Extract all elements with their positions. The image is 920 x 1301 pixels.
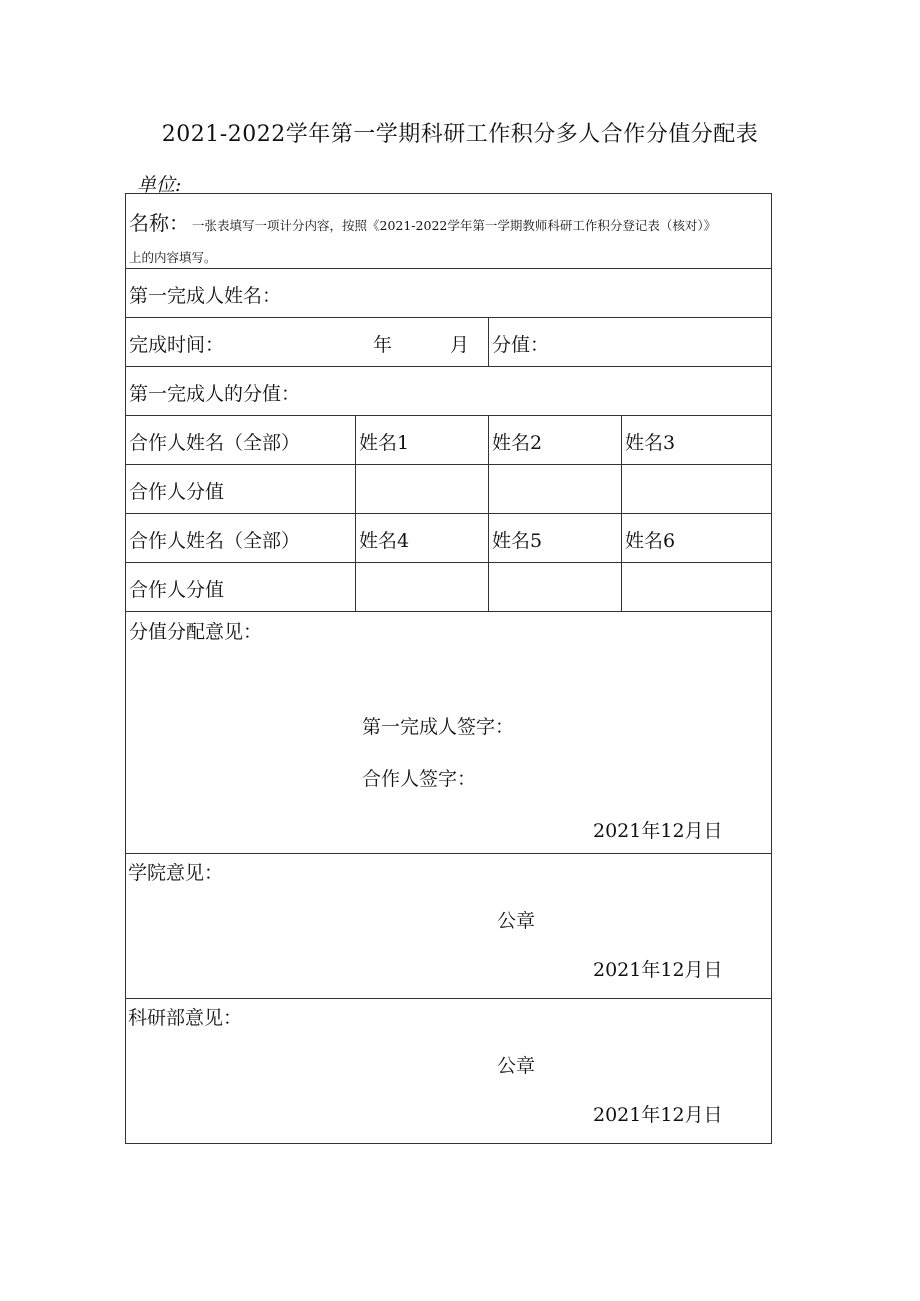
collaborator-score-cell bbox=[355, 563, 488, 611]
page-title: 2021-2022学年第一学期科研工作积分多人合作分值分配表 bbox=[161, 122, 759, 147]
collaborator-name-cell: 姓名4 bbox=[359, 530, 410, 552]
college-seal-label: 公章 bbox=[497, 910, 536, 932]
collaborator-scores-label: 合作人分值 bbox=[129, 579, 225, 601]
collaborator-score-cell bbox=[621, 563, 773, 611]
completion-time-label: 完成时间： bbox=[129, 334, 225, 356]
collaborator-names-label: 合作人姓名（全部） bbox=[129, 432, 301, 454]
research-dept-opinion-label: 科研部意见： bbox=[128, 1007, 243, 1029]
collaborator-score-cell bbox=[488, 465, 621, 513]
collaborator-name-cell: 姓名3 bbox=[625, 432, 676, 454]
allocation-opinion-section bbox=[126, 612, 771, 854]
collaborator-name-cell: 姓名5 bbox=[492, 530, 543, 552]
score-label: 分值： bbox=[492, 334, 550, 356]
project-name-row bbox=[126, 194, 771, 269]
collaborator-name-cell: 姓名6 bbox=[625, 530, 676, 552]
project-name-label: 名称： bbox=[129, 211, 189, 235]
collaborator-names-row bbox=[126, 416, 771, 465]
completion-time-row bbox=[126, 318, 771, 367]
allocation-date: 2021年12月日 bbox=[593, 820, 723, 842]
first-author-name-row bbox=[126, 269, 771, 318]
collaborator-name-cell: 姓名1 bbox=[359, 432, 410, 454]
collaborator-name-cell: 姓名2 bbox=[492, 432, 543, 454]
first-author-name-label: 第一完成人姓名： bbox=[129, 285, 282, 307]
collaborator-names-row bbox=[126, 514, 771, 563]
year-label: 年 bbox=[373, 334, 393, 356]
month-label: 月 bbox=[450, 334, 470, 356]
collaborator-score-cell bbox=[355, 465, 488, 513]
collaborator-scores-label: 合作人分值 bbox=[129, 481, 225, 503]
first-author-score-row bbox=[126, 367, 771, 416]
project-name-instruction: 一张表填写一项计分内容，按照《2021-2022学年第一学期教师科研工作积分登记表（核对）》 bbox=[192, 218, 717, 233]
collaborator-signature-label: 合作人签字： bbox=[362, 768, 477, 790]
completion-time-cell bbox=[126, 318, 488, 366]
project-name-instruction-continued: 上的内容填写。 bbox=[129, 250, 217, 265]
allocation-opinion-label: 分值分配意见： bbox=[129, 621, 263, 643]
college-opinion-section bbox=[126, 854, 771, 999]
score-cell bbox=[488, 318, 773, 366]
first-author-score-label: 第一完成人的分值： bbox=[129, 383, 301, 405]
college-opinion-date: 2021年12月日 bbox=[593, 959, 723, 981]
collaborator-scores-row bbox=[126, 563, 771, 612]
allocation-form bbox=[125, 193, 772, 1144]
research-dept-opinion-date: 2021年12月日 bbox=[593, 1104, 723, 1126]
research-dept-opinion-section bbox=[126, 999, 771, 1145]
collaborator-scores-row bbox=[126, 465, 771, 514]
research-dept-seal-label: 公章 bbox=[497, 1055, 536, 1077]
unit-label: 单位: bbox=[137, 174, 182, 196]
collaborator-score-cell bbox=[488, 563, 621, 611]
first-author-signature-label: 第一完成人签字： bbox=[362, 716, 515, 738]
collaborator-score-cell bbox=[621, 465, 773, 513]
college-opinion-label: 学院意见： bbox=[128, 862, 224, 884]
collaborator-names-label: 合作人姓名（全部） bbox=[129, 530, 301, 552]
